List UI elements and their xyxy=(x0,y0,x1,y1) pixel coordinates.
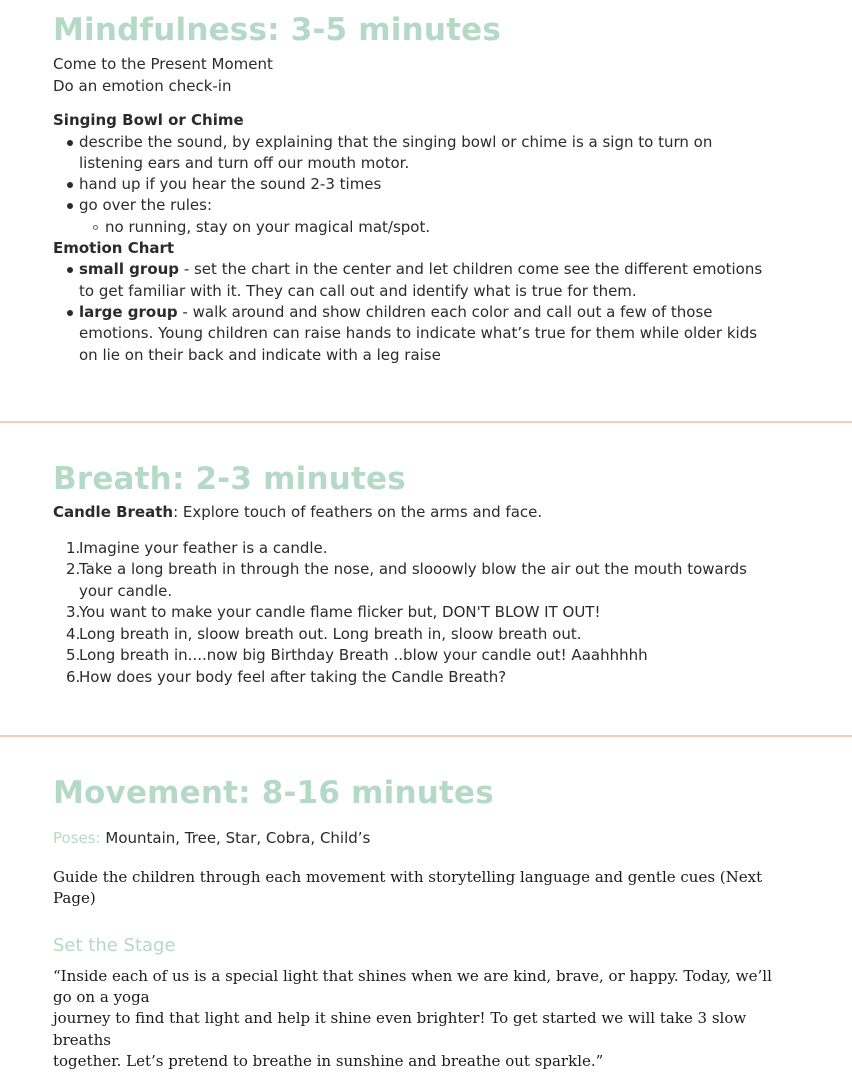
poses-text: Mountain, Tree, Star, Cobra, Child’s xyxy=(100,829,371,847)
small-group-label: small group xyxy=(79,260,180,279)
chart-list xyxy=(53,259,793,365)
list-item xyxy=(53,538,793,560)
poses-line xyxy=(53,828,793,850)
breath-title: Breath: 2-3 minutes xyxy=(53,461,406,497)
list-item xyxy=(53,259,793,302)
list-item xyxy=(53,602,793,624)
bowl-heading: Singing Bowl or Chime xyxy=(53,111,244,129)
sub-list-item xyxy=(53,217,793,238)
step-text: Imagine your feather is a candle. xyxy=(79,538,328,557)
step-text: Take a long breath in through the nose, and slooowly blow the air out the mouth towards xyxy=(79,560,747,578)
step-number: 3. xyxy=(66,603,81,621)
breath-steps xyxy=(53,538,793,689)
section-divider-2 xyxy=(0,735,852,737)
bowl-item-1-line-2: listening ears and turn off our mouth motor. xyxy=(79,153,410,172)
intro-line-2: Do an emotion check-in xyxy=(53,76,232,95)
small-group-line-2: to get familiar with it. They can call out and identify what is true for them. xyxy=(79,281,637,300)
list-item xyxy=(53,302,793,366)
step-text: Long breath in, sloow breath out. Long breath in, sloow breath out. xyxy=(79,624,582,643)
list-item xyxy=(53,624,793,646)
step-text-cont: your candle. xyxy=(79,581,173,600)
list-item xyxy=(53,645,793,667)
stage-line-3: together. Let’s pretend to breathe in sunshine and breathe out sparkle.” xyxy=(53,1051,604,1070)
step-text: You want to make your candle flame flicker but, DON'T BLOW IT OUT! xyxy=(79,603,601,621)
large-group-line-2: emotions. Young children can raise hands to indicate what’s true for them while older kids xyxy=(79,324,758,343)
candle-line xyxy=(53,502,793,524)
stage-line-2: journey to find that light and help it shine even brighter! To get started we will take 3 slow breaths xyxy=(53,1009,747,1049)
list-item xyxy=(53,559,793,602)
list-item xyxy=(53,174,793,195)
guide-text: Guide the children through each movement with storytelling language and gentle cues (Next Page) xyxy=(53,867,763,907)
mindfulness-title: Mindfulness: 3-5 minutes xyxy=(53,12,502,48)
step-number: 4. xyxy=(66,624,81,643)
step-text: How does your body feel after taking the Candle Breath? xyxy=(79,667,507,686)
list-item xyxy=(53,667,793,689)
intro-line-1: Come to the Present Moment xyxy=(53,55,273,73)
step-number: 5. xyxy=(66,646,81,664)
bowl-item-2: hand up if you hear the sound 2-3 times xyxy=(79,175,382,194)
candle-label: Candle Breath xyxy=(53,503,174,521)
step-number: 2. xyxy=(66,560,81,578)
chart-heading: Emotion Chart xyxy=(53,238,175,257)
step-number: 6. xyxy=(66,667,81,686)
breath-section xyxy=(53,461,793,688)
movement-title: Movement: 8-16 minutes xyxy=(53,775,494,811)
poses-label: Poses: xyxy=(53,829,101,847)
large-group-label: large group xyxy=(79,303,178,322)
bowl-rule: no running, stay on your magical mat/spot. xyxy=(105,217,431,236)
section-divider-1 xyxy=(0,421,852,423)
movement-section xyxy=(53,775,793,1072)
large-group-line-1: - walk around and show children each color and call out a few of those xyxy=(177,303,713,322)
list-item xyxy=(53,132,793,175)
candle-text: : Explore touch of feathers on the arms and face. xyxy=(173,503,543,521)
list-item xyxy=(53,195,793,216)
bowl-item-1-line-1: describe the sound, by explaining that the singing bowl or chime is a sign to turn on xyxy=(79,132,713,151)
large-group-line-3: on lie on their back and indicate with a leg raise xyxy=(79,345,441,364)
bowl-list xyxy=(53,132,793,238)
small-group-line-1: - set the chart in the center and let children come see the different emotions xyxy=(179,260,763,279)
step-number: 1. xyxy=(66,538,81,557)
stage-text xyxy=(53,966,793,1072)
stage-heading: Set the Stage xyxy=(53,934,176,956)
mindfulness-section xyxy=(53,12,793,366)
stage-line-1: “Inside each of us is a special light that shines when we are kind, brave, or happy. Today, we’ll go on a yoga xyxy=(53,966,772,1007)
step-text: Long breath in....now big Birthday Breath ..blow your candle out! Aaahhhhh xyxy=(79,646,648,664)
bowl-item-3: go over the rules: xyxy=(79,196,213,215)
